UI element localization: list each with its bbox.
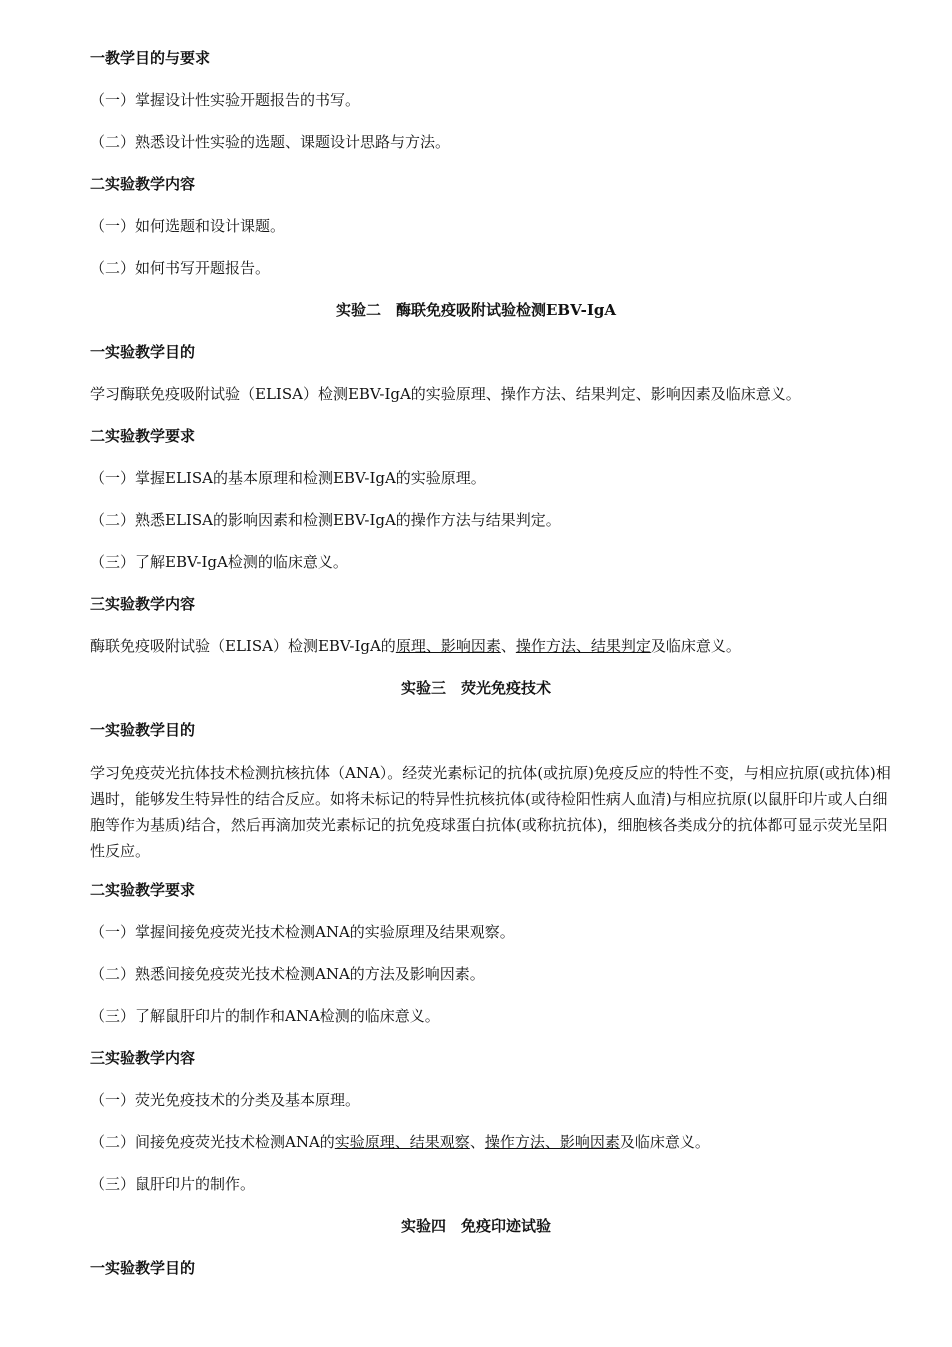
experiment-title: 实验四 免疫印迹试验: [400, 1217, 551, 1235]
list-item: （三）了解鼠肝印片的制作和ANA检测的临床意义。: [90, 1007, 440, 1025]
section-heading: 一实验教学目的: [90, 1259, 196, 1277]
text-span: 及临床意义。: [650, 637, 741, 655]
paragraph-text: 学习免疫荧光抗体技术检测抗核抗体（ANA）。经荧光素标记的抗体(或抗原)免疫反应的特性不变，与相应抗原(或抗体)相遇时，能够发生特异性的结合反应。如将未标记的特异性抗核抗体(或待检阳性病人血清)与相应抗原(以鼠肝印片或人白细胞等作为基质)结合，然后再滴加荧光素标记的抗免疫球蛋白抗体(或称抗抗体)，细胞核各类成分的抗体都可显示荧光呈阳性反应。: [90, 764, 891, 860]
section-heading: 二实验教学内容: [90, 175, 196, 193]
list-item: （二）熟悉ELISA的影响因素和检测EBV-IgA的操作方法与结果判定。: [90, 511, 561, 529]
text-span: 酶联免疫吸附试验（ELISA）检测EBV-IgA的: [90, 637, 396, 655]
section-heading: 一教学目的与要求: [90, 49, 211, 67]
list-item: [90, 1132, 710, 1152]
underlined-text: 原理、影响因素: [395, 637, 501, 655]
underlined-text: 操作方法、影响因素: [484, 1133, 620, 1151]
section-heading: 三实验教学内容: [90, 1049, 196, 1067]
list-item: （二）熟悉间接免疫荧光技术检测ANA的方法及影响因素。: [90, 965, 485, 983]
experiment-title: 实验二 酶联免疫吸附试验检测EBV-IgA: [335, 301, 617, 319]
section-heading: 二实验教学要求: [90, 427, 196, 445]
list-item: （一）掌握ELISA的基本原理和检测EBV-IgA的实验原理。: [90, 469, 486, 487]
list-item: （三）鼠肝印片的制作。: [90, 1175, 256, 1193]
list-item: （二）如何书写开题报告。: [90, 259, 271, 277]
content-line: [90, 636, 741, 656]
list-item: （一）掌握间接免疫荧光技术检测ANA的实验原理及结果观察。: [90, 923, 515, 941]
text-span: 、: [469, 1133, 485, 1151]
paragraph: [58, 760, 900, 864]
section-heading: 二实验教学要求: [90, 881, 196, 899]
section-heading: 一实验教学目的: [90, 721, 196, 739]
list-item: （一）如何选题和设计课题。: [90, 217, 286, 235]
list-item: （三）了解EBV-IgA检测的临床意义。: [90, 553, 348, 571]
list-item: （一）掌握设计性实验开题报告的书写。: [90, 91, 361, 109]
underlined-text: 操作方法、结果判定: [515, 637, 651, 655]
section-heading: 一实验教学目的: [90, 343, 196, 361]
text-span: 、: [500, 637, 516, 655]
list-item: （二）熟悉设计性实验的选题、课题设计思路与方法。: [90, 133, 451, 151]
list-item: （一）荧光免疫技术的分类及基本原理。: [90, 1091, 361, 1109]
text-span: （二）间接免疫荧光技术检测ANA的: [90, 1133, 335, 1151]
paragraph: 学习酶联免疫吸附试验（ELISA）检测EBV-IgA的实验原理、操作方法、结果判定、影响因素及临床意义。: [90, 385, 801, 403]
experiment-title: 实验三 荧光免疫技术: [400, 679, 551, 697]
section-heading: 三实验教学内容: [90, 595, 196, 613]
underlined-text: 实验原理、结果观察: [334, 1133, 470, 1151]
text-span: 及临床意义。: [619, 1133, 710, 1151]
